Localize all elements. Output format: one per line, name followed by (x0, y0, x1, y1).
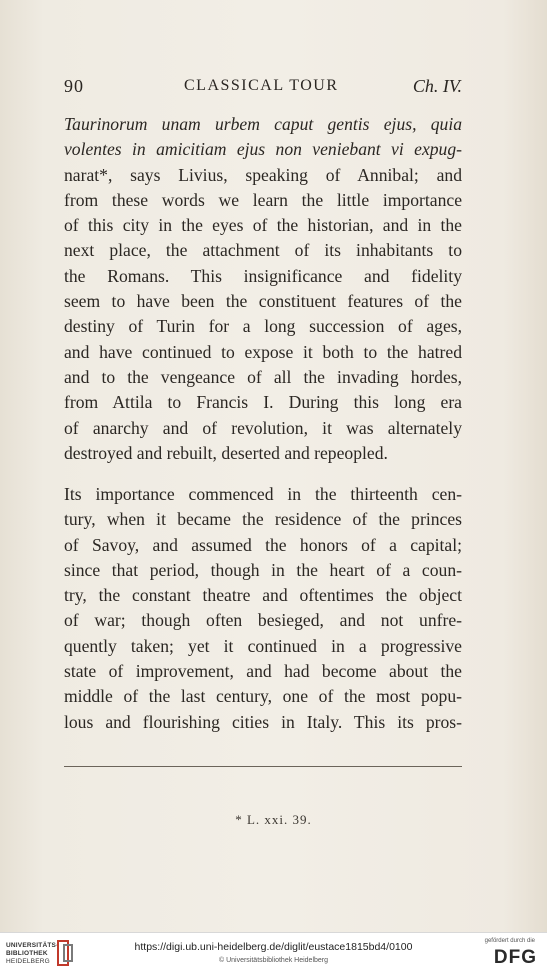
text-line: from Attila to Francis I. During this long era (64, 392, 462, 413)
page-number: 90 (64, 76, 84, 96)
permalink-url[interactable]: https://digi.ub.uni-heidelberg.de/diglit/eustace1815bd4/0100 (134, 941, 413, 953)
text-line: of anarchy and of revolution, it was alternately (64, 417, 462, 438)
library-logo[interactable]: UNIVERSITÄTS- BIBLIOTHEK HEIDELBERG (6, 942, 59, 965)
text-line: of this city in the eyes of the historian, and in the (64, 215, 462, 236)
text-line: quently taken; yet it continued in a progressive (64, 635, 462, 656)
running-head: CLASSICAL TOUR (184, 77, 339, 94)
text-line: since that period, though in the heart of a coun- (64, 559, 462, 580)
text-line: seem to have been the constituent features of the (64, 291, 462, 312)
text-line: and have continued to expose it both to the hatred (64, 341, 462, 362)
paragraph-1 (64, 112, 462, 466)
text-line: and to the vengeance of all the invading hordes, (64, 366, 462, 387)
text-line: next place, the attachment of its inhabitants to (64, 240, 462, 261)
funded-by-label: gefördert durch die (484, 938, 535, 944)
text-line: Taurinorum unam urbem caput gentis ejus, quia (64, 114, 462, 134)
text-line: destroyed and rebuilt, deserted and repeopled. (64, 442, 388, 463)
paragraph-2 (64, 482, 462, 735)
text-line: volentes in amicitiam ejus non veniebant vi expug- (64, 139, 462, 160)
text-line: destiny of Turin for a long succession of ages, (64, 316, 462, 337)
text-line: Its importance commenced in the thirteenth cen- (64, 484, 462, 504)
text-line: from these words we learn the little importance (64, 189, 462, 210)
text-line: tury, when it became the residence of the princes (64, 509, 462, 530)
chapter-label: Ch. IV. (412, 76, 462, 96)
text-line: state of improvement, and had become about the (64, 661, 462, 682)
page-header (64, 76, 462, 102)
text-line: narat*, says Livius, speaking of Annibal; and (64, 164, 462, 185)
viewer-footer-bar (0, 932, 547, 974)
text-line: of Savoy, and assumed the honors of a capital; (64, 534, 462, 555)
footnote-rule (64, 766, 462, 767)
text-line: lous and flourishing cities in Italy. This its pros- (64, 711, 462, 732)
text-line: of war; though often besieged, and not unfre- (64, 610, 462, 631)
copyright-notice: © Universitätsbibliothek Heidelberg (218, 957, 329, 964)
footnote: * L. xxi. 39. (235, 812, 312, 827)
dfg-logo[interactable]: DFG (493, 947, 537, 968)
text-line: the Romans. This insignificance and fidelity (64, 265, 462, 286)
text-line: try, the constant theatre and oftentimes the object (64, 585, 462, 606)
text-line: middle of the last century, one of the most popu- (64, 686, 462, 707)
